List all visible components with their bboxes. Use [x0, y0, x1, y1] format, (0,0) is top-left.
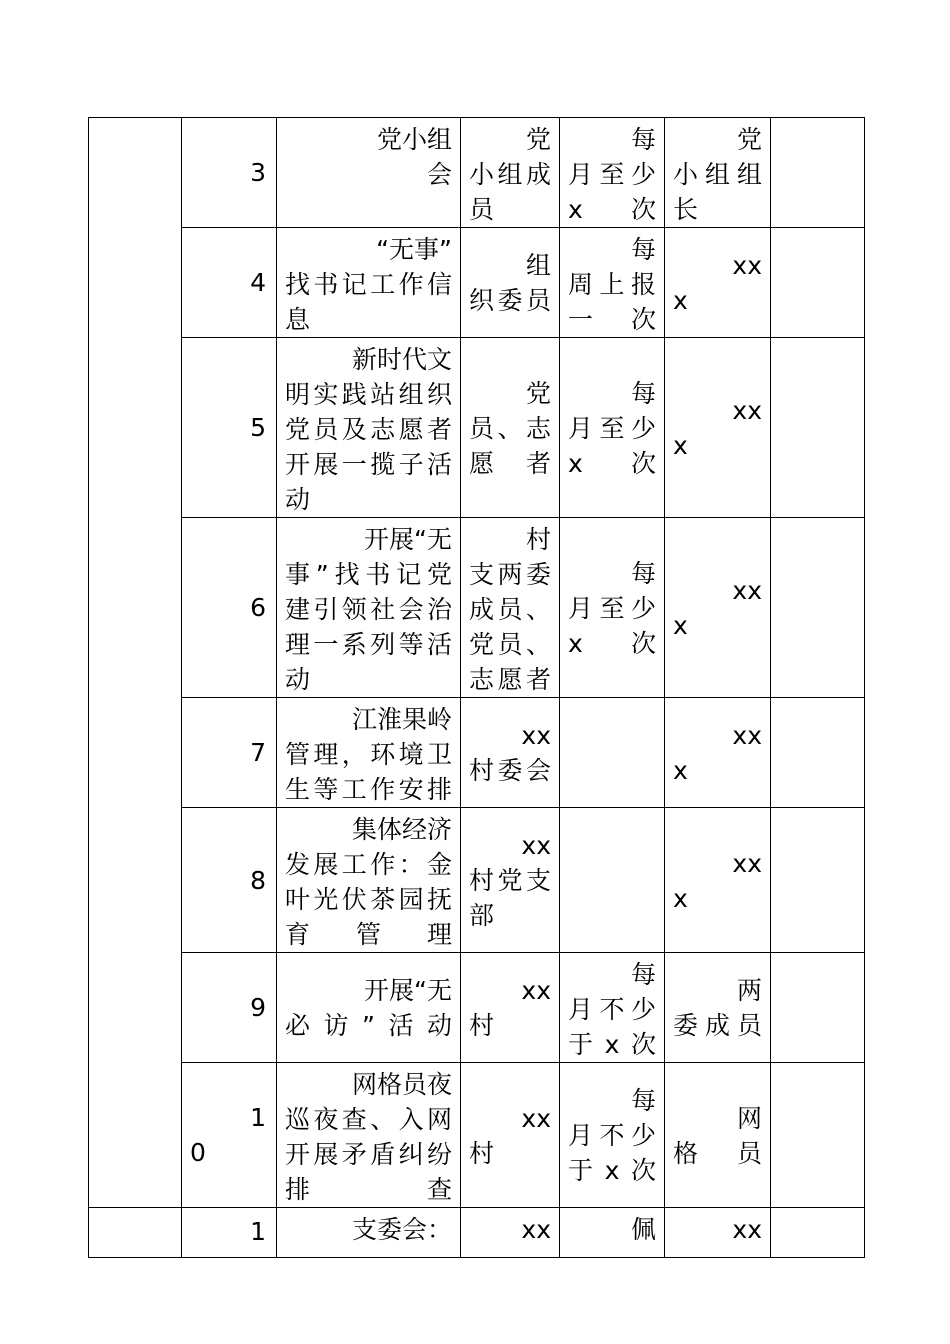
row-number: 4 [182, 228, 277, 338]
cell-line: 小组成 [469, 160, 551, 189]
cell-line: 志愿者 [469, 665, 551, 694]
cell-line: 明实践站组织 [285, 380, 452, 409]
row-number: 6 [182, 518, 277, 698]
frequency-cell [560, 1208, 665, 1258]
cell-line: 委成员 [673, 1011, 762, 1040]
cell-line: xx [732, 1215, 762, 1244]
table-row [89, 1063, 865, 1208]
category-cell [89, 118, 182, 1208]
cell-line: 网格员夜 [351, 1070, 452, 1099]
cell-line: “无事” [376, 235, 452, 264]
cell-line: x次 [568, 449, 656, 478]
cell-line: 每 [630, 125, 656, 154]
cell-line: 党小组会 [376, 125, 452, 189]
cell-line: 建引领社会治 [285, 595, 452, 624]
cell-line: 一次 [568, 305, 656, 334]
frequency-cell [560, 808, 665, 953]
responsible-cell [665, 518, 771, 698]
cell-line: 月至少 [568, 594, 656, 623]
table-row [89, 1208, 865, 1258]
row-number: 3 [182, 118, 277, 228]
cell-line: 每 [630, 559, 656, 588]
cell-line: xx [521, 976, 551, 1005]
cell-line: x [673, 611, 688, 640]
participants-cell [461, 518, 560, 698]
row-number: 7 [182, 698, 277, 808]
cell-line: 江淮果岭 [351, 705, 452, 734]
responsible-cell [665, 228, 771, 338]
participants-cell [461, 1063, 560, 1208]
cell-line: 月不少 [568, 995, 656, 1024]
cell-line: 叶光伏茶园抚 [285, 885, 452, 914]
remarks-cell [771, 808, 865, 953]
remarks-cell [771, 118, 865, 228]
cell-line: 部 [469, 901, 495, 930]
participants-text [469, 122, 551, 227]
cell-line: 成员、 [469, 595, 551, 624]
cell-line: 月至少 [568, 414, 656, 443]
cell-line: 愿者 [469, 449, 551, 478]
cell-line: 动 [285, 665, 311, 694]
cell-line: 开展“无 [364, 976, 452, 1005]
remarks-cell [771, 1208, 865, 1258]
table-row [89, 118, 865, 228]
frequency-cell [560, 953, 665, 1063]
row-number: 5 [182, 338, 277, 518]
row-number: 9 [182, 953, 277, 1063]
cell-line: xx [521, 721, 551, 750]
frequency-cell [560, 1063, 665, 1208]
cell-line: 理一系列等活 [285, 630, 452, 659]
participants-cell [461, 228, 560, 338]
cell-line: 于x次 [568, 1030, 656, 1059]
cell-line: 党 [525, 125, 551, 154]
cell-line: 开展一揽子活 [285, 450, 452, 479]
cell-line: 排查 [285, 1175, 452, 1204]
cell-line: 党 [525, 379, 551, 408]
participants-cell [461, 338, 560, 518]
cell-line: 巡夜查、入网 [285, 1105, 452, 1134]
responsible-cell [665, 1063, 771, 1208]
cell-line: 事”找书记党 [285, 560, 452, 589]
remarks-cell [771, 698, 865, 808]
cell-line: xx [732, 576, 762, 605]
cell-line: x次 [568, 629, 656, 658]
participants-cell [461, 808, 560, 953]
cell-line: 于x次 [568, 1156, 656, 1185]
remarks-cell [771, 518, 865, 698]
cell-line: x [673, 756, 688, 785]
cell-line: 每 [630, 235, 656, 264]
cell-line: 网 [736, 1104, 762, 1133]
frequency-cell [560, 228, 665, 338]
item-cell [277, 228, 461, 338]
cell-line: 村 [469, 1011, 495, 1040]
cell-line: 必访”活动 [285, 1011, 452, 1040]
cell-line: xx [521, 831, 551, 860]
item-cell [277, 1063, 461, 1208]
responsible-cell [665, 338, 771, 518]
item-cell [277, 1208, 461, 1258]
frequency-cell [560, 518, 665, 698]
cell-line: xx [732, 251, 762, 280]
cell-line: xx [521, 1215, 551, 1244]
cell-line: x [673, 431, 688, 460]
cell-line: 动 [285, 485, 311, 514]
item-cell [277, 518, 461, 698]
remarks-cell [771, 953, 865, 1063]
cell-line: 支两委 [469, 560, 551, 589]
table-row [89, 953, 865, 1063]
table-row [89, 518, 865, 698]
cell-line: 支委会： [351, 1215, 452, 1244]
participants-cell [461, 118, 560, 228]
cell-line: 小组组 [673, 160, 762, 189]
cell-line: 开展矛盾纠纷 [285, 1140, 452, 1169]
cell-line: x [673, 884, 688, 913]
cell-line: 格员 [673, 1139, 762, 1168]
cell-line: 每 [630, 379, 656, 408]
cell-line: 息 [285, 305, 311, 334]
cell-line: 每 [630, 960, 656, 989]
responsible-cell [665, 1208, 771, 1258]
cell-line: 村 [469, 1139, 495, 1168]
item-cell [277, 808, 461, 953]
cell-line: 周上报 [568, 270, 656, 299]
cell-line: 村党支 [469, 866, 551, 895]
schedule-table [88, 117, 865, 1258]
cell-line: 佩 [630, 1215, 656, 1244]
cell-line: 党员、 [469, 630, 551, 659]
item-cell [277, 698, 461, 808]
cell-line: 村委会 [469, 756, 551, 785]
participants-cell [461, 698, 560, 808]
cell-line: 党 [736, 125, 762, 154]
remarks-cell [771, 1063, 865, 1208]
cell-line: xx [732, 849, 762, 878]
cell-line: 集体经济 [351, 815, 452, 844]
cell-line: 组 [525, 251, 551, 280]
item-cell [277, 118, 461, 228]
cell-line: 开展“无 [364, 525, 452, 554]
cell-line: 党员及志愿者 [285, 415, 452, 444]
cell-line: xx [521, 1104, 551, 1133]
responsible-cell [665, 953, 771, 1063]
cell-line: 月至少 [568, 160, 656, 189]
table-row [89, 228, 865, 338]
cell-line: 村 [525, 525, 551, 554]
row-number: 1 [182, 1208, 277, 1258]
cell-line: 织委员 [469, 286, 551, 315]
remarks-cell [771, 228, 865, 338]
cell-line: 找书记工作信 [285, 270, 452, 299]
cell-line: 月不少 [568, 1121, 656, 1150]
cell-line: 员、志 [469, 414, 551, 443]
item-cell [277, 953, 461, 1063]
frequency-cell [560, 698, 665, 808]
cell-line: x [673, 286, 688, 315]
cell-line: 生等工作安排 [285, 775, 452, 804]
cell-line: 育管理 [285, 920, 452, 949]
cell-line: 长 [673, 195, 699, 224]
cell-line: x次 [568, 195, 656, 224]
row-number: 1 0 [182, 1063, 277, 1208]
cell-line: 新时代文 [351, 345, 452, 374]
cell-line: 管理，环境卫 [285, 740, 452, 769]
remarks-cell [771, 338, 865, 518]
cell-line: xx [732, 396, 762, 425]
responsible-cell [665, 118, 771, 228]
table-row [89, 338, 865, 518]
responsible-cell [665, 808, 771, 953]
cell-line: xx [732, 721, 762, 750]
participants-cell [461, 953, 560, 1063]
cell-line: 发展工作：金 [285, 850, 452, 879]
cell-line: 两 [736, 976, 762, 1005]
table-row [89, 698, 865, 808]
item-cell [277, 338, 461, 518]
category-cell [89, 1208, 182, 1258]
cell-line: 员 [469, 195, 495, 224]
frequency-cell [560, 118, 665, 228]
participants-cell [461, 1208, 560, 1258]
row-number: 8 [182, 808, 277, 953]
frequency-cell [560, 338, 665, 518]
responsible-cell [665, 698, 771, 808]
cell-line: 每 [630, 1086, 656, 1115]
table-row [89, 808, 865, 953]
